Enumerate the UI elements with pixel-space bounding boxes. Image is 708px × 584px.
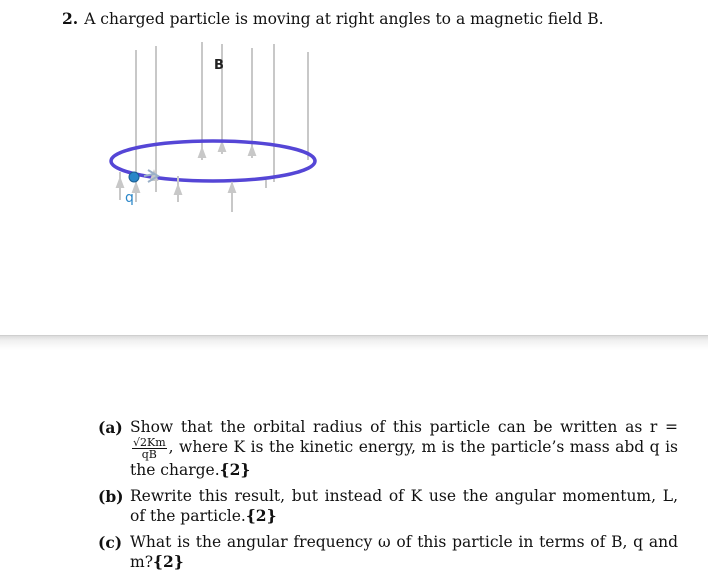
part-c-label: (c): [98, 533, 123, 552]
orbit-path: [111, 141, 315, 181]
part-b: [98, 487, 678, 526]
part-c: [98, 533, 678, 572]
charged-particle: [129, 172, 139, 182]
part-b-text: Rewrite this result, but instead of K use the angular momentum, L, of the particle.: [130, 487, 678, 525]
part-a-label: (a): [98, 418, 123, 437]
formula-numerator: √2Km: [133, 436, 166, 449]
question-title: [62, 9, 604, 29]
question-text: A charged particle is moving at right angles to a magnetic field B.: [84, 10, 604, 28]
charge-label: q: [125, 190, 134, 206]
formula-denominator: qB: [141, 448, 157, 461]
magnetic-field-figure: [98, 42, 330, 212]
part-a-text-after: , where K is the kinetic energy, m is the particle’s mass abd q is the charge.: [130, 437, 678, 479]
field-label: B: [214, 58, 224, 73]
part-a-text-before: Show that the orbital radius of this particle can be written as r =: [130, 418, 678, 436]
part-c-text: What is the angular frequency ω of this particle in terms of B, q and m?: [130, 533, 678, 571]
part-a: [98, 418, 678, 480]
page-separator: [0, 335, 708, 350]
part-b-points: {2}: [245, 506, 277, 525]
radius-formula: [132, 437, 167, 460]
question-number: 2.: [62, 9, 79, 28]
part-b-label: (b): [98, 487, 124, 506]
part-c-points: {2}: [153, 552, 184, 571]
question-parts: [98, 418, 678, 579]
part-a-points: {2}: [219, 460, 251, 479]
